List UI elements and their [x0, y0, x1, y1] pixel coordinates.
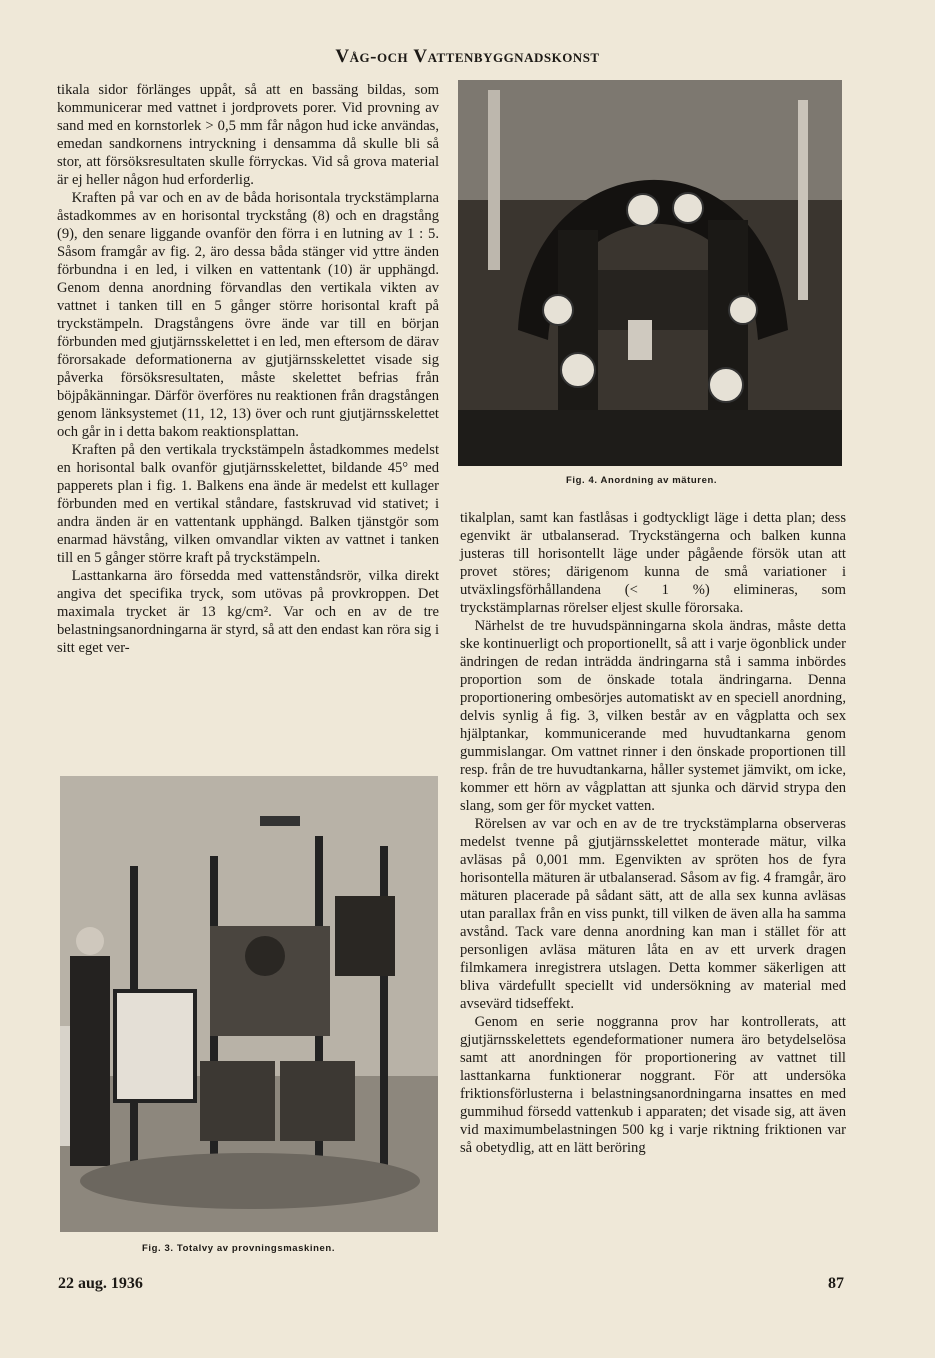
paragraph: tikalplan, samt kan fastlåsas i godtyckligt läge i detta plan; dess egenvikt är utbalanserad. Tryckstängerna och balken kunna justeras till horisontellt läge under pågående försök utan att provet störes; därigenom kunna de små variationer i utväxlingsförhållandena (< 1 %) elimineras, som tryckstämplarnas rörelser eljest skulle förorsaka.: [460, 510, 846, 616]
figure-3-caption: Fig. 3. Totalvy av provningsmaskinen.: [142, 1243, 336, 1254]
figure-4-photo: [458, 80, 842, 466]
paragraph: Närhelst de tre huvudspänningarna skola ändras, måste detta ske kontinuerligt och proportionellt, så att i varje ögonblick under ändringen de redan inträdda ändringarna stå i samma inbördes proportion som de önskade totala ändringarna. Denna proportionering ombesörjes automatiskt av en speciell anordning, delvis synlig å fig. 3, vilken består av en vågplatta och sex hjälptankar, kommunicerande med huvudtankarna genom gummislangar. Om vattnet rinner i den önskade proportionen till resp. från de tre huvudtankarna, håller systemet jämvikt, om icke, kommer ett hörn av vågplattan att sjunka och därvid strypa den slang, som ger för mycket vatten.: [460, 618, 846, 814]
paragraph: Genom en serie noggranna prov har kontrollerats, att gjutjärnsskelettets egendeformationer numera äro betydelselösa samt att anordningen för proportionering av vattnet till lasttankarna funktionerar noggrant. För att undersöka friktionsförlusterna i belastningsanordningarna insattes en med gummihud försedd vattenkub i apparaten; det visade sig, att även vid maximumbelastningen 500 kg i varje riktning friktionen var så obetydlig, att en lätt beröring: [460, 1014, 846, 1156]
page-number: 87: [828, 1275, 844, 1292]
running-header: [0, 46, 935, 68]
paragraph: Kraften på var och en av de båda horisontala tryckstämplarna åstadkommes av en horisontal tryckstång (8) och en dragstång (9), den senare liggande ovanför den förra i en lutning av 1 : 5. Såsom framgår av fig. 2, äro dessa båda stänger vid yttre änden förbundna i en led, i vilken en vattentank (10) är upphängd. Genom denna anordning förvandlas den vertikala vikten av vattnet i tanken till en 5 gånger större horisontal kraft på tryckstämpeln. Dragstångens övre ände var till en början förbunden med gjutjärnsskelettet i en led, men eftersom de därav förorsakade deformationerna av gjutjärnsskelettet visade sig påverka försöksresultaten, måste skelettet befrias från böjpåkänningar. Därför överföres nu reaktionen från dragstången genom länksystemet (11, 12, 13) över och runt gjutjärnsskelettet och går in i detta bakom reaktionsplattan.: [57, 190, 439, 440]
paragraph: tikala sidor förlänges uppåt, så att en bassäng bildas, som kommunicerar med vattnet i jordprovets porer. Vid provning av sand med en kornstorlek > 0,5 mm får någon hud icke användas, emedan sandkornens intryckning i densamma då skulle bli så stor, att försöksresultaten skulle förryckas. Vid så grova material är ej heller någon hud erforderlig.: [57, 82, 439, 188]
right-column-text: [460, 509, 846, 1157]
figure-4-caption: Fig. 4. Anordning av mäturen.: [566, 475, 718, 486]
header-word-vag-och: åg-och: [349, 46, 414, 67]
figure-3-illustration: [60, 776, 438, 1232]
header-word-vattenbyggnadskonst: attenbyggnadskonst: [427, 46, 600, 67]
figure-3-photo: [60, 776, 438, 1232]
header-initial-v2: V: [413, 46, 428, 67]
paragraph: Rörelsen av var och en av de tre tryckstämplarna observeras medelst tvenne på gjutjärnsskelettet monterade mätur, vilka avläsas på 0,001 mm. Egenvikten av spröten hos de fyra horisontella mäturen är utbalanserad. Såsom av fig. 4 framgår, äro mäturen placerade på sådant sätt, att de alla sex kunna avläsas utan parallax från en viss punkt, till vilken de även alla ha samma avstånd. Tack vare denna anordning kan man i stället för att personligen avläsa mäturen låta en av ett urverk dragen filmkamera inregistrera utslagen. Detta kommer säkerligen att bliva värdefullt speciellt vid undersökning av material med avsevärd tidseffekt.: [460, 816, 847, 1012]
footer-date: 22 aug. 1936: [58, 1275, 143, 1292]
header-initial-v: V: [335, 46, 350, 67]
figure-4-illustration: [458, 80, 842, 466]
left-column-text: [57, 81, 439, 657]
paragraph: Kraften på den vertikala tryckstämpeln åstadkommes medelst en horisontal balk ovanför gjutjärnsskelettet, bildande 45° med papperets plan i fig. 1. Balkens ena ände är medelst ett kullager förbunden med en vertikal ståndare, fastskruvad vid stativet; i andra änden är en vattentank upphängd. Balken tjänstgör som enarmad hävstång, vilken omvandlar vikten av vattnet i tanken till en 5 gånger större kraft på tryckstämpeln.: [57, 442, 439, 566]
paragraph: Lasttankarna äro försedda med vattenståndsrör, vilka direkt angiva det specifika tryck, som utövas på provkroppen. Det maximala trycket är 13 kg/cm². Var och en av de tre belastningsanordningarna är styrd, så att den endast kan röra sig i sitt eget ver-: [57, 568, 439, 656]
